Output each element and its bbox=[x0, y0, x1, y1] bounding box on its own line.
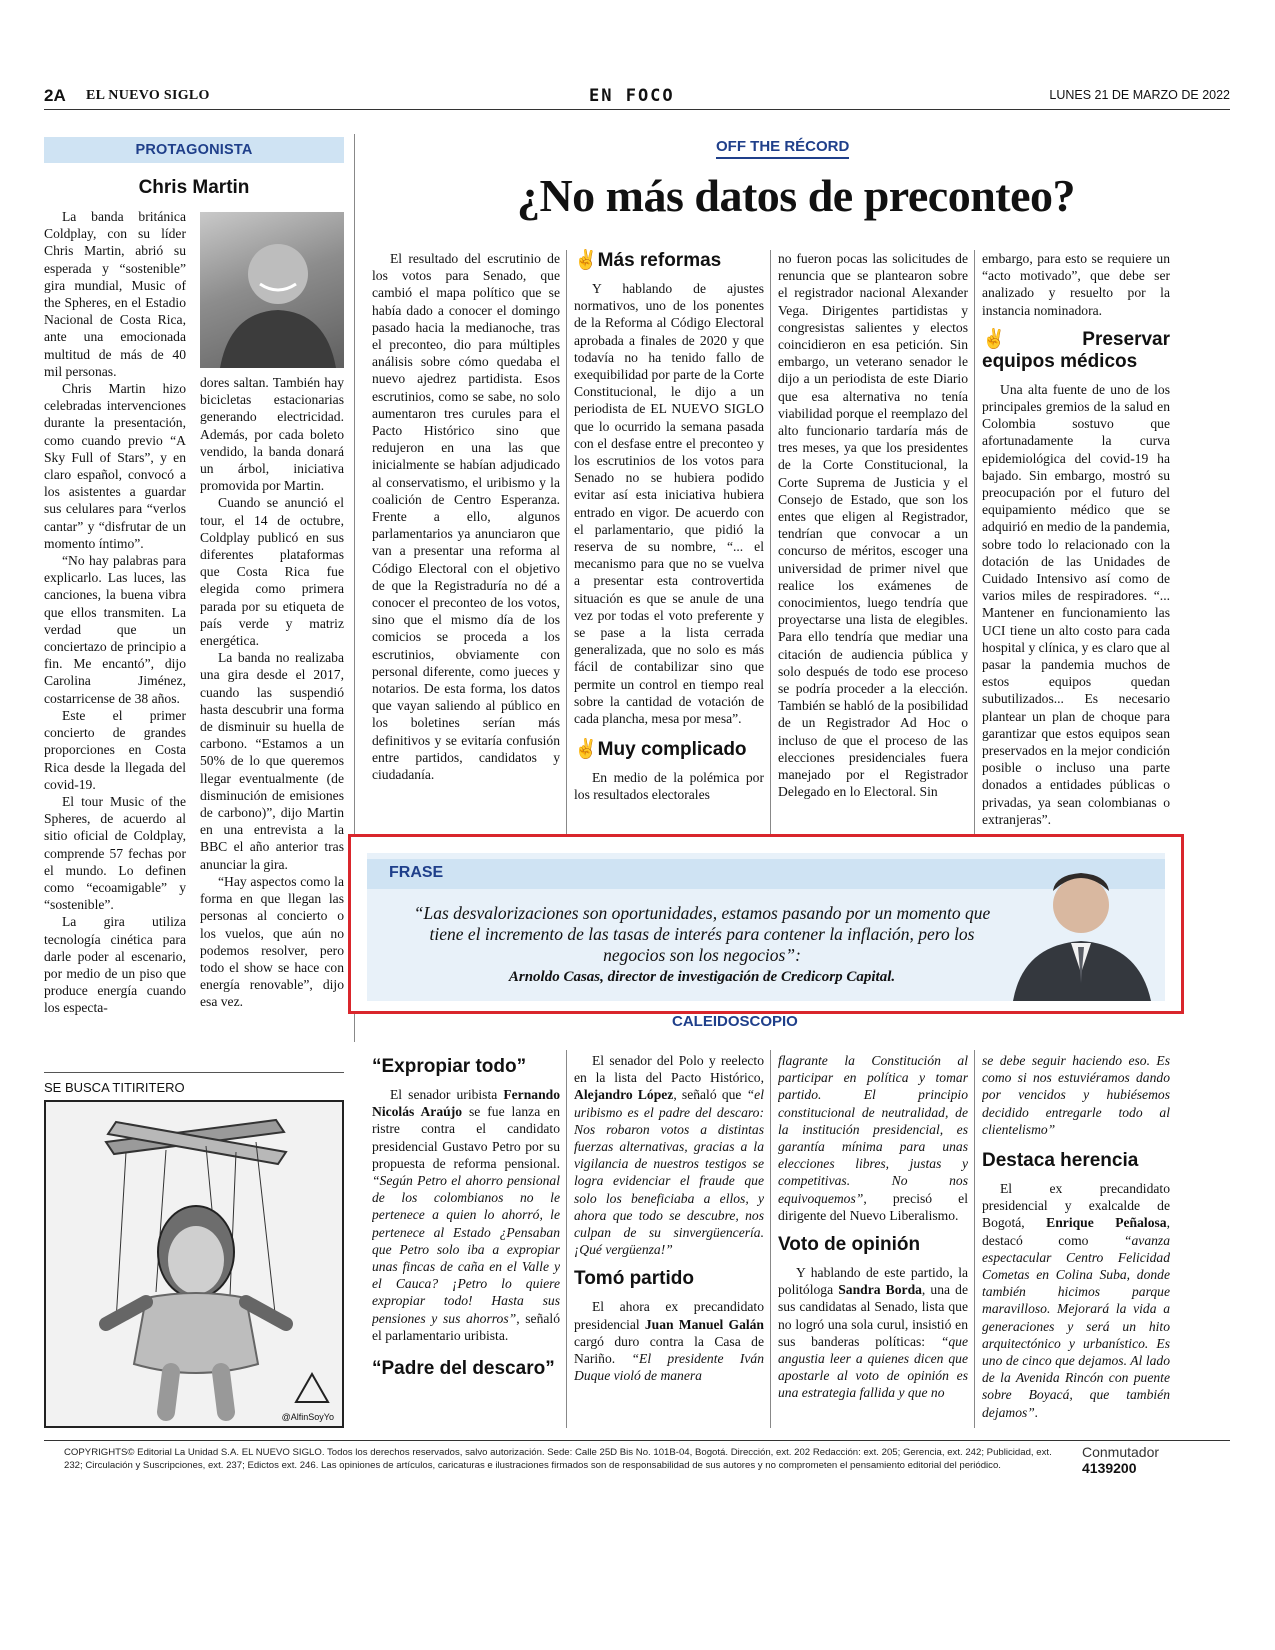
paragraph: El ex precandidato presidencial y exalcalde de Bogotá, Enrique Peñalosa, destacó como “avanza espectacular Centro Felicidad Cometas en Colina Suba, donde también hicimos parque maravilloso. Mejorará la vida a generaciones y será un hito arquitectónico y urbanístico. Es uno de cinco que dejamos. Al lado de la Avenida Rincón con puente sobre Boyacá, que también dejamos”. bbox=[982, 1181, 1170, 1420]
frase-portrait bbox=[983, 853, 1165, 1001]
paragraph: Cuando se anunció el tour, el 14 de octubre, Coldplay publicó en sus diferentes plataformas que Costa Rica fue elegida como primera parada por su etiqueta de país verde y matriz energética. bbox=[200, 495, 344, 649]
paragraph: El senador del Polo y reelecto en la lista del Pacto Histórico, Alejandro López, señaló que “el uribismo es el padre del descaro: Nos robaron votos a distintas fuerzas alternativas, gracias a la vigilancia de nuestros testigos se logra evidenciar el fraude que solo los beneficiaba a ellos, y ahora que todo se descubre, nos culpan de su sinvergüencería. ¡Qué vergüenza!” bbox=[574, 1053, 764, 1258]
otr-col-4 bbox=[982, 250, 1170, 836]
subhead-destaca: Destaca herencia bbox=[982, 1150, 1139, 1172]
paragraph: flagrante la Constitución al participar en política y tomar partido. El principio constitucional de neutralidad, de la institución presidencial, es garantía mínima para unas elecciones libres, justas y competitivas. No nos equivoquemos”, precisó el dirigente del Nuevo Liberalismo. bbox=[778, 1053, 968, 1223]
paragraph: Chris Martin hizo celebradas intervenciones durante la presentación, como cuando previo “A Sky Full of Stars”, y en claro español, convocó a los asistentes a guardar sus celulares para “verlos cantar” y “disfrutar de un momento íntimo”. bbox=[44, 381, 186, 551]
paragraph: “Hay aspectos como la forma en que llegan las personas al concierto o los vuelos, que aún no podemos resolver, pero todo el show se hace con energía renovable”, dijo esa vez. bbox=[200, 873, 344, 1010]
protagonista-col-1 bbox=[44, 208, 186, 1046]
frase-highlight-box bbox=[348, 834, 1184, 1014]
paragraph: Una alta fuente de uno de los principales gremios de la salud en Colombia sostuvo que afortunadamente la curva epidemiológica del covid-19 ha bajado. Sin embargo, mostró su preocupación por el futuro del equipamiento médico que se adquirió en medio de la pandemia, sobre todo lo relacionado con la dotación de las Unidades de Cuidado Intensivo así como de varios miles de respiradores. “... Mantener en funcionamiento las UCI tiene un alto costo para cada hospital y clínica, y es claro que al pasar la pandemia muchos de estos equipos quedan subutilizados... Es necesario plantear un plan de choque para garantizar que estos equipos sean preservados en la mejor condición posible o incluso una parte donados a entidades públicas o privadas, ya sean colombianas o extranjeras”. bbox=[982, 381, 1170, 827]
paragraph: embargo, para esto se requiere un “acto motivado”, que debe ser analizado y resuelto por la instancia nominadora. bbox=[982, 251, 1170, 318]
cal-col-3 bbox=[778, 1052, 968, 1430]
frase-quote: “Las desvalorizaciones son oportunidades, estamos pasando por un momento que tiene el incremento de las tasas de interés para contener la inflación, pero los negocios son los negocios”: bbox=[413, 903, 991, 965]
page-number: 2A bbox=[44, 86, 66, 105]
masthead: EL NUEVO SIGLO bbox=[86, 88, 210, 103]
paragraph: Y hablando de ajustes normativos, uno de los ponentes de la Reforma al Código Electoral aprobada a finales de 2020 y que todavía no ha tenido fallo de exequibilidad por parte de la Corte Constitucional, le dijo a un periodista de EL NUEVO SIGLO que lo ocurrido la semana pasada con el desfase entre el preconteo y los escrutinios de los votos para Senado no se hubiera podido evitar así esta iniciativa hubiera entrado en vigor. De acuerdo con el parlamentario, que pidió la reserva de su nombre, “... el mecanismo para que no se vuelva a presentar esta controvertida situación es que se anule de una vez por todas el voto preferente y se pase a la lista cerrada generalizada, que no solo es más fácil de contabilizar sino que permite un control en tiempo real sobre la cantidad de votación de cada plancha, mesa por mesa”. bbox=[574, 281, 764, 727]
column-divider bbox=[770, 250, 771, 834]
column-divider bbox=[566, 250, 567, 834]
cartoon-rule bbox=[44, 1072, 344, 1073]
frase-panel bbox=[367, 853, 1165, 1001]
paragraph: no fueron pocas las solicitudes de renuncia que se plantearon sobre el registrador nacional Alexander Vega. Dirigentes partidistas y congresistas salientes y electos coincidieron en esa petición. Sin embargo, un veterano senador le dijo a un periodista de este Diario que esa alternativa no tenía viabilidad porque el reemplazo del alto funcionario tardaría más de tres meses, ya que los presidentes de la Corte Constitucional, la Corte Suprema de Justicia y el Consejo de Estado, que son los entes que eligen al Registrador, tendrían que convocar a un concurso de méritos, escoger una universidad de primer nivel que realice los exámenes de conocimientos, luego tendría que proyectarse una lista de elegibles. Para ello tendría que mediar una citación de audiencia pública y solo después de todo ese proceso se podría proceder a la elección. También se habló de la posibilidad de un Registrador Ad Hoc o incluso de que el proceso de las elecciones presidenciales fuera manejado por el Registrador Delegado en lo Electoral. Sin bbox=[778, 251, 968, 800]
subhead-voto: Voto de opinión bbox=[778, 1234, 921, 1256]
page-date: LUNES 21 DE MARZO DE 2022 bbox=[1049, 88, 1230, 102]
page-header bbox=[44, 86, 1230, 110]
subhead-mas-reformas: ✌Más reformas bbox=[574, 250, 722, 271]
otr-col-1 bbox=[372, 250, 560, 836]
cal-col-2 bbox=[574, 1052, 764, 1430]
subhead-expropiar: “Expropiar todo” bbox=[372, 1056, 527, 1077]
frase-attribution: Arnoldo Casas, director de investigación de Credicorp Capital. bbox=[508, 969, 896, 985]
switchboard-label: Conmutador bbox=[1082, 1444, 1160, 1460]
column-divider bbox=[566, 1050, 567, 1428]
header-rule bbox=[44, 109, 1230, 110]
hand-icon: ✌ bbox=[574, 250, 598, 271]
subhead-padre: “Padre del descaro” bbox=[372, 1358, 555, 1380]
paragraph: El ahora ex precandidato presidencial Juan Manuel Galán cargó duro contra la Casa de Nariño. “El presidente Iván Duque violó de manera bbox=[574, 1299, 764, 1384]
frase-label: FRASE bbox=[389, 864, 444, 881]
footer-rule bbox=[44, 1440, 1230, 1441]
headline: ¿No más datos de preconteo? bbox=[516, 170, 1076, 221]
off-the-record-label: OFF THE RÉCORD bbox=[716, 138, 849, 159]
paragraph: Este el primer concierto de grandes proporciones en Costa Rica desde la llegada del covid-19. bbox=[44, 707, 186, 792]
protagonista-label: PROTAGONISTA bbox=[135, 142, 253, 158]
switchboard-number: 4139200 bbox=[1082, 1460, 1137, 1476]
paragraph: La banda no realizaba una gira desde el 2017, cuando las suspendió hasta descubrir una forma de disminuir su huella de carbono. “Estamos a un 50% de lo que queremos llegar eventualmente (de disminución de emisiones de carbono)”, dijo Martin en una entrevista a la BBC el año anterior tras anunciar la gira. bbox=[200, 650, 344, 872]
cal-col-1 bbox=[372, 1050, 560, 1430]
column-divider bbox=[770, 1050, 771, 1428]
column-divider bbox=[974, 1050, 975, 1428]
protagonista-photo bbox=[200, 212, 344, 368]
paragraph: En medio de la polémica por los resultados electorales bbox=[574, 770, 764, 803]
otr-col-2 bbox=[574, 244, 764, 836]
person-photo-icon bbox=[983, 853, 1165, 1001]
paragraph: dores saltan. También hay bicicletas estacionarias generando electricidad. Además, por cada boleto vendido, la banda donará un árbol, iniciativa promovida por Martin. bbox=[200, 375, 344, 494]
paragraph: El resultado del escrutinio de los votos para Senado, que cambió el mapa político que se había dado a conocer el domingo pasado hacia la medianoche, tras el preconteo, dio para múltiples análisis sobre cómo quedaba el nuevo ajedrez partidista. Esos escrutinios, como se sabe, no solo aumentaron tres curules para el Pacto Histórico sino que redujeron en una las que inicialmente se habían adjudicado al conservatismo, el uribismo y la coalición de Centro Esperanza. Frente a ello, algunos parlamentarios ya anunciaron que van a presentar una reforma al Código Electoral con el objetivo de que la Registraduría no dé a conocer el preconteo de los votos, sino que el mismo día de los comicios se proceda a los escrutinios, obviamente con personal diferente, como jueces y notarios. De esta forma, los datos que vayan saliendo al público en los boletines serían más definitivos y se evitaría confusión entre partidos, candidatos y ciudadanía. bbox=[372, 251, 560, 783]
cal-col-4 bbox=[982, 1052, 1170, 1430]
puppet-cartoon-icon bbox=[46, 1102, 342, 1426]
subhead-tomo: Tomó partido bbox=[574, 1268, 694, 1290]
paragraph: La gira utiliza tecnología cinética para darle poder al escenario, por medio de un piso que produce energía cuando los especta- bbox=[44, 914, 186, 1016]
caleidoscopio-label: CALEIDOSCOPIO bbox=[672, 1014, 798, 1028]
subhead-muy-complicado: ✌Muy complicado bbox=[574, 739, 747, 761]
paragraph: Y hablando de este partido, la politóloga Sandra Borda, una de sus candidatas al Senado, lista que no logró una sola curul, insistió en sus banderas políticas: “que angustia leer a quienes dicen que apostarle al voto de opinión es una estrategia fallida y que no bbox=[778, 1265, 968, 1401]
protagonista-col-2 bbox=[200, 374, 344, 1046]
cartoon-frame bbox=[44, 1100, 344, 1428]
paragraph: El tour Music of the Spheres, de acuerdo al sitio oficial de Coldplay, comprende 57 fechas por el mundo. Lo definen como “ecoamigable” y “sostenible”. bbox=[44, 793, 186, 913]
hand-icon: ✌ bbox=[982, 328, 1083, 350]
otr-col-3 bbox=[778, 250, 968, 836]
paragraph: La banda británica Coldplay, con su líder Chris Martin, abrió su esperada y “sostenible” gira mundial, Music of the Spheres, en el Estadio Nacional de Costa Rica, ante una emocionada multitud de más de 40 mil personas. bbox=[44, 209, 186, 379]
protagonista-title: Chris Martin bbox=[138, 177, 250, 198]
person-photo-icon bbox=[200, 212, 344, 368]
paragraph: se debe seguir haciendo eso. Es como si nos estuviéramos dando por vencidos y hubiésemos decidido entregarle todo al clientelismo” bbox=[982, 1053, 1170, 1137]
column-divider bbox=[974, 250, 975, 834]
paragraph: “No hay palabras para explicarlo. Las luces, las canciones, la buena vibra que ellos transmiten. La verdad que un conciertazo de principio a fin. Me encantó”, dijo Carolina Jiménez, costarricense de 38 años. bbox=[44, 553, 186, 706]
footer-copyright: COPYRIGHTS© Editorial La Unidad S.A. EL NUEVO SIGLO. Todos los derechos reservados, salvo autorización. Sede: Calle 25D Bis No. 101B-04, Bogotá. Dirección, ext. 202 Redacción: ext. 205; Gerencia, ext. 242; Publicidad, ext. 232; Circulación y Suscripciones, ext. 237; Edictos ext. 246. Las opiniones de artículos, caricaturas e ilustraciones firmados son de responsabilidad de sus autores y no comprometen el pensamiento editorial del periódico. bbox=[64, 1447, 1052, 1471]
hand-icon: ✌ bbox=[574, 739, 598, 761]
paragraph: El senador uribista Fernando Nicolás Araújo se fue lanza en ristre contra el candidato presidencial Gustavo Petro por su propuesta de reforma pensional. “Según Petro el ahorro pensional de los colombianos no le pertenece a quien lo ahorró, le pertenece al Estado ¿Pensaban que Petro solo iba a expropiar unas fincas de caña en el Valle y el Cauca? ¡Petro lo quiere expropiar todo! Hasta sus pensiones y sus ahorros”, señaló el parlamentario uribista. bbox=[372, 1087, 560, 1343]
protagonista-label-band bbox=[44, 137, 344, 163]
section-title: EN FOCO bbox=[589, 86, 675, 106]
cartoon-label: SE BUSCA TITIRITERO bbox=[44, 1080, 185, 1095]
subhead-preservar: ✌Preservar equipos médicos bbox=[982, 328, 1170, 372]
cartoon-signature: @AlfinSoyYo bbox=[281, 1412, 334, 1422]
